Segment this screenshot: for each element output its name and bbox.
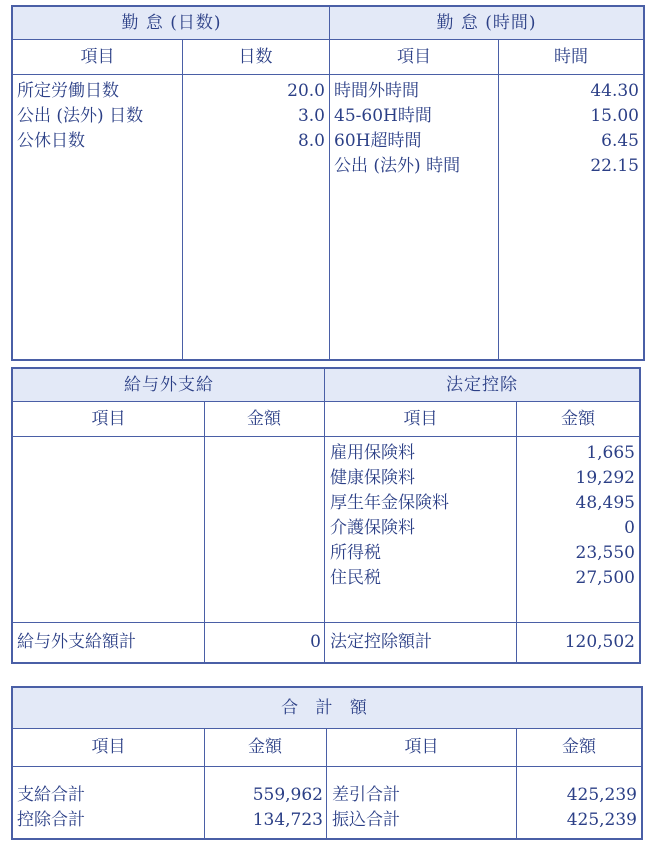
row-label: 介護保険料 [330,518,415,538]
extra-pay-total-value: 0 [310,632,321,652]
row-value: 44.30 [590,81,639,101]
row-label: 差引合計 [332,785,400,805]
extra-pay-col-item: 項目 [91,409,126,429]
kintai-days-title: 勤 怠 (日数) [13,7,330,40]
row-label: 時間外時間 [334,81,419,101]
divider [13,74,643,75]
deductions-row [330,516,635,541]
row-value: 425,239 [566,785,637,805]
totals-col-value-1: 金額 [248,737,282,757]
row-label: 支給合計 [17,785,85,805]
totals-col-value-2: 金額 [562,737,596,757]
totals-row [17,783,637,808]
divider [13,436,639,437]
deductions-total-value: 120,502 [564,632,635,652]
row-value: 20.0 [287,81,325,101]
kintai-hours-title: 勤 怠 (時間) [330,7,643,40]
row-label: 雇用保険料 [330,443,415,463]
row-value: 15.00 [590,106,639,126]
row-label: 控除合計 [17,810,85,830]
kintai-hours-col-value: 時間 [554,47,588,67]
deductions-row [330,566,635,591]
extra-pay-col-value: 金額 [247,409,281,429]
kintai-days-col-value: 日数 [238,47,273,67]
row-value: 559,962 [252,785,323,805]
deductions-section [11,367,641,664]
extra-pay-title: 給与外支給 [13,369,325,402]
deductions-row [330,491,635,516]
row-label: 所定労働日数 [17,81,119,101]
row-value: 6.45 [601,131,639,151]
totals-section [11,686,643,840]
row-value: 22.15 [590,156,639,176]
totals-col-item-2: 項目 [404,737,439,757]
row-label: 45-60H時間 [334,106,432,126]
deductions-col-value: 金額 [561,409,595,429]
deductions-col-item: 項目 [403,409,438,429]
row-value: 19,292 [575,468,635,488]
row-value: 3.0 [297,106,325,126]
deductions-row [330,441,635,466]
kintai-hours-row [334,104,639,129]
row-label: 公出 (法外) 時間 [334,156,461,176]
kintai-hours-col-item: 項目 [397,47,431,67]
row-value: 27,500 [575,568,635,588]
row-value: 8.0 [297,131,325,151]
totals-row [17,808,637,833]
deductions-row [330,466,635,491]
divider [13,766,641,767]
row-value: 48,495 [575,493,635,513]
row-value: 1,665 [586,443,635,463]
row-label: 公出 (法外) 日数 [17,106,144,126]
row-value: 0 [624,518,635,538]
deductions-title: 法定控除 [325,369,639,402]
row-label: 健康保険料 [330,468,415,488]
row-value: 134,723 [252,810,323,830]
kintai-days-row [17,79,327,104]
row-label: 振込合計 [332,810,400,830]
kintai-days-row [17,129,327,154]
row-label: 厚生年金保険料 [330,493,449,513]
row-label: 公休日数 [17,131,85,151]
divider [204,402,205,662]
extra-pay-total-label: 給与外支給額計 [17,632,136,652]
deductions-total-label: 法定控除額計 [330,632,432,652]
kintai-hours-row [334,129,639,154]
kintai-hours-row [334,79,639,104]
totals-col-item-1: 項目 [91,737,126,757]
kintai-days-row [17,104,327,129]
row-value: 23,550 [575,543,635,563]
kintai-hours-row [334,154,639,179]
row-label: 住民税 [330,568,381,588]
kintai-section [11,5,645,361]
deductions-row [330,541,635,566]
row-value: 425,239 [566,810,637,830]
kintai-days-col-item: 項目 [80,47,115,67]
totals-title: 合 計 額 [13,688,641,729]
row-label: 所得税 [330,543,381,563]
row-label: 60H超時間 [334,131,422,151]
